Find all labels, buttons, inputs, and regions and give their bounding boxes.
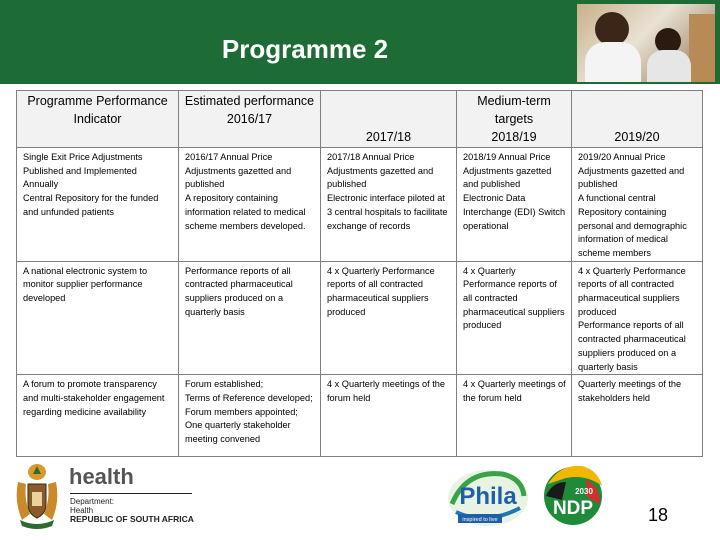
title-banner	[0, 0, 720, 84]
table-row	[17, 261, 703, 375]
cell-2019-20: Quarterly meetings of the stakeholders held	[572, 375, 703, 457]
phila-logo	[446, 464, 530, 528]
cell-2017-18: 2017/18 Annual Price Adjustments gazetted and published Electronic interface piloted at 3 central hospitals to facilitate exchange of records	[321, 148, 457, 262]
health-logo-text: health	[69, 464, 134, 489]
slide-title: Programme 2	[221, 34, 389, 64]
ndp-wordmark: NDP	[552, 498, 594, 519]
header-2018-19-label: 2018/19	[491, 130, 537, 144]
header-2017-18: 2017/18	[321, 91, 457, 148]
cell-2017-18: 4 x Quarterly Performance reports of all contracted pharmaceutical suppliers produced	[321, 261, 457, 375]
header-indicator: Programme Performance Indicator	[17, 91, 179, 148]
table-header-row	[17, 91, 703, 148]
cell-estimated: 2016/17 Annual Price Adjustments gazetted and published A repository containing information related to medical scheme members developed.	[179, 148, 321, 262]
cell-2017-18: 4 x Quarterly meetings of the forum held	[321, 375, 457, 457]
cell-indicator: A forum to promote transparency and multi-stakeholder engagement regarding medicine availability	[17, 375, 179, 457]
header-estimated: Estimated performance 2016/17	[179, 91, 321, 148]
cell-estimated: Performance reports of all contracted pharmaceutical suppliers produced on a quarterly basis	[179, 261, 321, 375]
dept-line-2: Health	[70, 506, 94, 515]
targets-table	[16, 90, 703, 457]
phila-tagline: inspired to live	[462, 517, 498, 523]
header-medium-term: Medium-term targets	[477, 94, 551, 126]
cell-2019-20: 2019/20 Annual Price Adjustments gazetted and published A functional central Repository containing personal and demographic information of medical scheme members	[572, 148, 703, 262]
dept-line-3: REPUBLIC OF SOUTH AFRICA	[70, 514, 194, 524]
ndp-logo	[542, 460, 604, 532]
dept-line-1: Department:	[70, 497, 115, 506]
cell-2018-19: 4 x Quarterly Performance reports of all contracted pharmaceutical suppliers produced	[457, 261, 572, 375]
cell-estimated: Forum established; Terms of Reference developed; Forum members appointed; One quarterly stakeholder meeting convened	[179, 375, 321, 457]
header-2018-19	[457, 91, 572, 148]
department-label	[70, 497, 194, 524]
cell-2019-20: 4 x Quarterly Performance reports of all contracted pharmaceutical suppliers produced Performance reports of all contracted pharmaceutical suppliers produced on a quarterly basis	[572, 261, 703, 375]
footer-divider	[70, 493, 192, 494]
cell-indicator: A national electronic system to monitor supplier performance developed	[17, 261, 179, 375]
cell-indicator: Single Exit Price Adjustments Published and Implemented Annually Central Repository for the funded and unfunded patients	[17, 148, 179, 262]
coat-of-arms-icon	[12, 462, 62, 532]
header-photo	[577, 4, 715, 82]
cell-2018-19: 4 x Quarterly meetings of the forum held	[457, 375, 572, 457]
page-number: 18	[647, 505, 669, 525]
table-row	[17, 148, 703, 262]
phila-wordmark: Phila	[459, 483, 517, 510]
cell-2018-19: 2018/19 Annual Price Adjustments gazetted and published Electronic Data Interchange (EDI) Switch operational	[457, 148, 572, 262]
table-row	[17, 375, 703, 457]
header-2019-20: 2019/20	[572, 91, 703, 148]
ndp-year: 2030	[575, 487, 593, 496]
